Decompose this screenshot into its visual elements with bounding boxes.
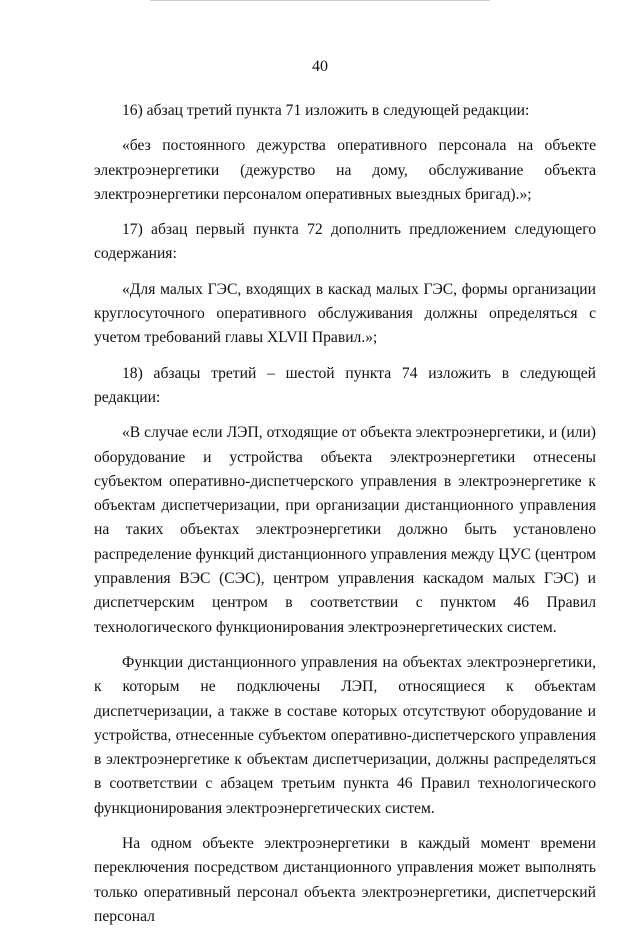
page-number: 40	[312, 58, 328, 75]
paragraph-item-16: 16) абзац третий пункта 71 изложить в следующей редакции:	[122, 102, 530, 119]
paragraph-quote-72: «Для малых ГЭС, входящих в каскад малых ГЭС, формы организации круглосуточного оперативного обслуживания должны определяться с учетом требований главы XLVII Правил.»;	[94, 280, 596, 347]
paragraph-quote-74-part2: Функции дистанционного управления на объектах электроэнергетики, к которым не подключены ЛЭП, относящиеся к объектам диспетчеризации, а также в составе которых отсутствуют оборудование и устройства, отнесенные субъектом оперативно-диспетчерского управления в электроэнергетике к объектам диспетчеризации, должны распределяться в соответствии с абзацем третьим пункта 46 Правил технологического функционирования электроэнергетических систем.	[94, 653, 596, 817]
paragraph-item-17: 17) абзац первый пункта 72 дополнить предложением следующего содержания:	[94, 221, 596, 263]
paragraph-quote-74-part1: «В случае если ЛЭП, отходящие от объекта электроэнергетики, и (или) оборудование и устройства объекта электроэнергетики отнесены субъектом оперативно-диспетчерского управления в электроэнергетике к объектам диспетчеризации, при организации дистанционного управления на таких объектах электроэнергетики должно быть установлено распределение функций дистанционного управления между ЦУС (центром управления ВЭС (СЭС), центром управления каскадом малых ГЭС) и диспетчерским центром в соответствии с пунктом 46 Правил технологического функционирования электроэнергетических систем.	[94, 424, 596, 636]
paragraph-item-18: 18) абзацы третий – шестой пункта 74 изложить в следующей редакции:	[94, 364, 596, 406]
scan-edge-line	[150, 0, 490, 1]
paragraph-quote-74-part3: На одном объекте электроэнергетики в каждый момент времени переключения посредством дистанционного управления может выполнять только оперативный персонал объекта электроэнергетики, диспетчерский персонал	[94, 835, 596, 925]
document-body	[94, 99, 596, 929]
paragraph-quote-71: «без постоянного дежурства оперативного персонала на объекте электроэнергетики (дежурство на дому, обслуживание объекта электроэнергетики персоналом оперативных выездных бригад).»;	[94, 137, 596, 203]
